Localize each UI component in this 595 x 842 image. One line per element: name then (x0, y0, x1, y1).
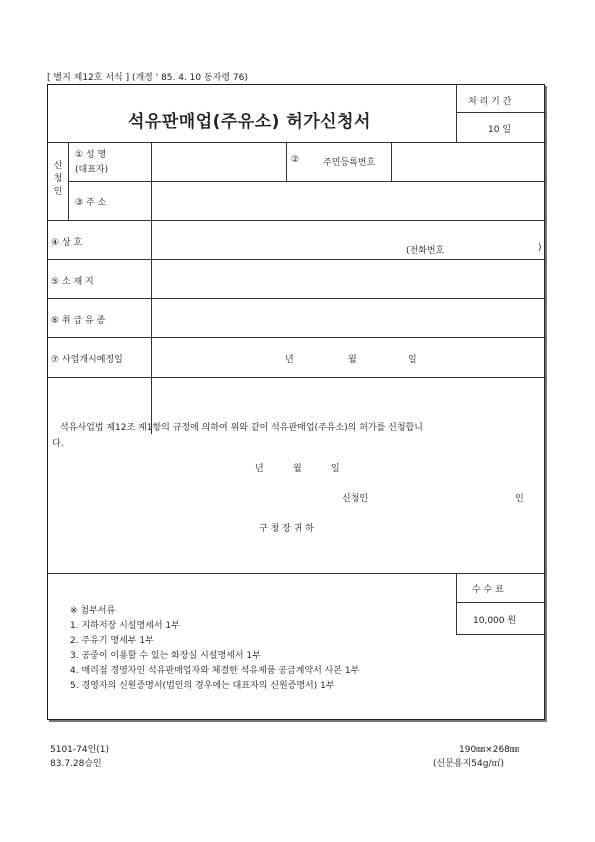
address-label: ③ 주 소 (75, 198, 107, 208)
paper-type: (신문용지54g/㎡) (433, 759, 504, 769)
location-field[interactable] (156, 270, 541, 286)
divider (68, 181, 546, 182)
statement-line-2: 다. (52, 439, 64, 449)
resident-number-label: 주민등록번호 (323, 158, 376, 168)
seal-mark: 인 (515, 494, 524, 504)
name-label: ① 성 명 (75, 150, 107, 160)
phone-close-paren: ) (538, 243, 542, 253)
form-title: 석유판매업(주유소) 허가신청서 (128, 112, 371, 132)
addressee: 구 청 장 귀 하 (259, 524, 314, 534)
trade-name-label: ④ 상 호 (51, 238, 83, 248)
processing-period-label: 처 리 기 간 (468, 97, 512, 107)
divider (456, 112, 546, 113)
divider (151, 142, 152, 434)
oil-type-field[interactable] (156, 309, 541, 325)
start-date-year: 년 (285, 355, 294, 365)
form-header-note: [ 별지 제12호 서식 ] (개정 ' 85. 4. 10 동자령 76) (47, 73, 248, 83)
applicant-signature-label: 신청인 (342, 494, 369, 504)
applicant-section-label: 신 청 인 (53, 161, 63, 197)
processing-period-value: 10 일 (488, 125, 512, 135)
oil-type-label: ⑥ 취 급 유 종 (51, 316, 106, 326)
divider (48, 220, 546, 221)
divider (48, 377, 546, 378)
address-field[interactable] (156, 193, 541, 209)
divider (286, 142, 287, 181)
attachment-item: 5. 경영자의 신원증명서(법인의 경우에는 대표자의 신원증명서) 1부 (70, 681, 335, 691)
statement-month: 월 (293, 464, 302, 474)
fee-value: 10,000 원 (473, 616, 517, 626)
start-date-month: 월 (348, 355, 357, 365)
resident-number-field[interactable] (396, 153, 541, 169)
divider (48, 573, 546, 574)
divider (48, 142, 546, 143)
attachments-header: ※ 첨부서류 (70, 606, 116, 616)
start-date-day: 일 (408, 355, 417, 365)
attachment-item: 1. 지하저장 시설명세서 1부 (70, 621, 180, 631)
start-date-label: ⑦ 사업개시예정일 (51, 355, 123, 365)
trade-name-field[interactable] (156, 230, 396, 246)
divider (456, 602, 546, 603)
paper-size: 190㎜×268㎜ (459, 745, 519, 755)
divider (456, 634, 546, 635)
divider (456, 573, 457, 634)
attachment-item: 2. 주유기 명세부 1부 (70, 636, 154, 646)
divider (456, 85, 457, 142)
attachment-item: 4. 매리점 경영자인 석유판매업자와 체결한 석유제품 공급계약서 사본 1부 (70, 666, 360, 676)
divider (48, 337, 546, 338)
divider (391, 142, 392, 181)
statement-line-1: 석유사업법 제12조 제1항의 규정에 의하여 위와 같이 석유판매업(주유소)의 허가를 신청합니 (60, 423, 423, 433)
fee-label: 수 수 료 (472, 585, 504, 595)
application-form (47, 84, 545, 720)
representative-sublabel: (대표자) (75, 165, 109, 175)
phone-label: (전화번호 (406, 246, 445, 256)
divider (48, 298, 546, 299)
statement-day: 일 (331, 464, 340, 474)
attachment-item: 3. 공중이 이용할 수 있는 화장실 시설명세서 1부 (70, 651, 261, 661)
resident-number-marker: ② (291, 155, 300, 165)
divider (48, 259, 546, 260)
name-field[interactable] (156, 153, 281, 169)
form-code: 5101-74인(1) (50, 745, 110, 755)
location-label: ⑤ 소 재 지 (51, 277, 94, 287)
approval-date: 83.7.28승인 (50, 759, 102, 769)
statement-year: 년 (255, 464, 264, 474)
